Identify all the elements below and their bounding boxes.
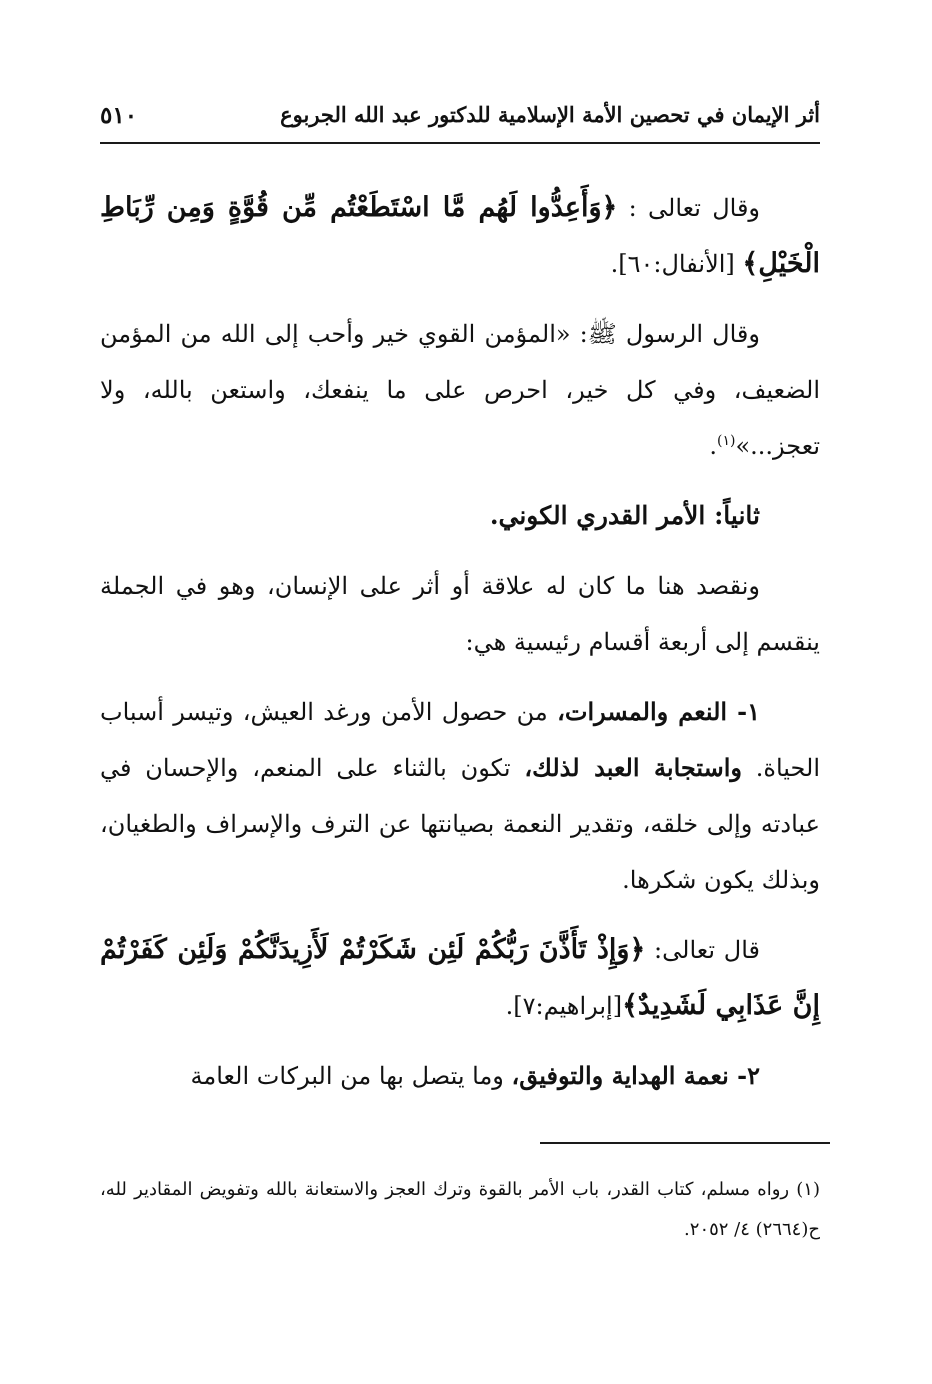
footnote-divider — [540, 1142, 830, 1144]
section-heading: ثانياً: الأمر القدري الكوني. — [489, 501, 760, 530]
paragraph-intro-divisions: ونقصد هنا ما كان له علاقة أو أثر على الإنسان، وهو في الجملة ينقسم إلى أربعة أقسام رئيسية هي: — [100, 572, 820, 656]
paragraph-guidance — [100, 1048, 820, 1104]
quran-verse: ﴿وَإِذْ تَأَذَّنَ رَبُّكُمْ لَئِن شَكَرْتُمْ لَأَزِيدَنَّكُمْ وَلَئِن كَفَرْتُمْ إِنَّ عَذَابِي لَشَدِيدٌ﴾ — [100, 934, 820, 1021]
footnotes — [100, 1170, 820, 1250]
running-header — [100, 98, 820, 144]
quran-verse: ﴿وَأَعِدُّوا لَهُم مَّا اسْتَطَعْتُم مِّن قُوَّةٍ وَمِن رِّبَاطِ الْخَيْلِ﴾ — [100, 192, 820, 279]
item-text-guidance: وما يتصل بها من البركات العامة — [190, 1062, 512, 1090]
verse-intro: وقال تعالى : — [617, 194, 761, 222]
hadith-end: . — [709, 432, 717, 460]
paragraph-verse-ibrahim — [100, 922, 820, 1034]
footnote-reference: (١) — [716, 433, 736, 449]
verse-citation: [إبراهيم:٧]. — [505, 992, 623, 1020]
verse-intro: قال تعالى: — [645, 936, 760, 964]
hadith-intro: وقال الرسول ﷺ: — [570, 320, 760, 348]
paragraph-hadith — [100, 306, 820, 474]
item-text-response: تكون بالثناء على المنعم، والإحسان في عبادته وإلى خلقه، وتقدير النعمة بصيانتها عن الترف والإسراف والطغيان، وبذلك يكون شكرها. — [100, 754, 820, 894]
paragraph-blessings — [100, 684, 820, 908]
main-text — [100, 180, 820, 1118]
item-text-blessings: من حصول الأمن ورغد العيش، وتيسر أسباب الحياة. — [100, 698, 821, 782]
footnote-1: (١) رواه مسلم، كتاب القدر، باب الأمر بالقوة وترك العجز والاستعانة بالله وتفويض المقادير لله، ح(٢٦٦٤) ٤/ ٢٠٥٢. — [100, 1179, 820, 1240]
verse-citation: [الأنفال:٦٠]. — [610, 250, 743, 278]
hadith-text: «المؤمن القوي خير وأحب إلى الله من المؤمن الضعيف، وفي كل خير، احرص على ما ينفعك، واستعن بالله، ولا تعجز...» — [100, 320, 820, 460]
item-label-blessings: ١- النعم والمسرات، — [557, 697, 760, 726]
running-title: أثر الإيمان في تحصين الأمة الإسلامية للدكتور عبد الله الجربوع — [280, 102, 820, 127]
item-bold-response: واستجابة العبد لذلك، — [524, 753, 742, 782]
paragraph-verse-anfal — [100, 180, 820, 292]
item-label-guidance: ٢- نعمة الهداية والتوفيق، — [511, 1061, 760, 1090]
page-number: ٥١٠ — [100, 102, 138, 129]
